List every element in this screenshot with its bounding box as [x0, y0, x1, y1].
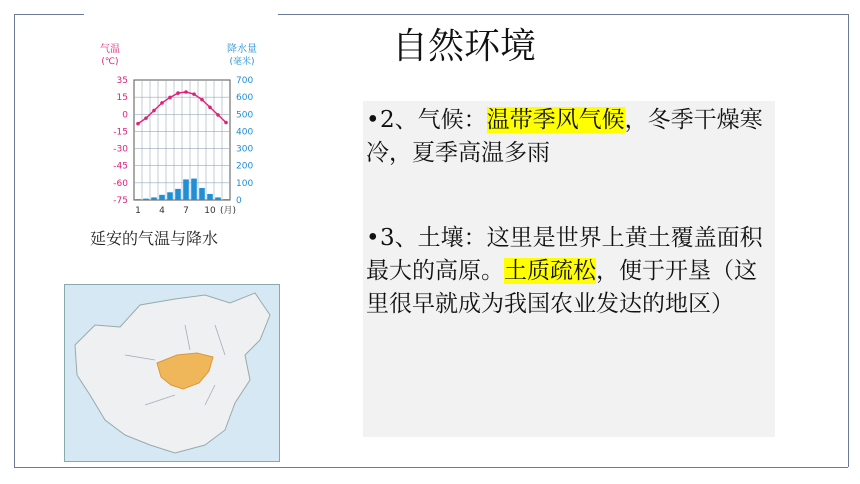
left-tick: -45 — [113, 161, 128, 172]
precip-bar-9 — [199, 188, 205, 200]
precip-bar-4 — [159, 195, 165, 200]
precip-bar-2 — [143, 199, 149, 200]
bullet-soil — [366, 222, 766, 321]
precip-bar-8 — [191, 179, 197, 200]
precip-bar-12 — [223, 199, 229, 200]
chart-grid — [134, 80, 230, 200]
temp-point-11 — [216, 113, 220, 117]
left-tick: 35 — [116, 76, 128, 86]
bullet-marker: • — [366, 107, 380, 133]
right-tick: 600 — [236, 93, 254, 104]
right-tick: 400 — [236, 127, 254, 138]
bullet-marker: • — [366, 225, 380, 251]
temp-point-5 — [168, 96, 172, 100]
x-tick: 4 — [159, 206, 165, 216]
x-tick: 7 — [183, 206, 189, 216]
left-tick: -75 — [113, 196, 128, 206]
china-map — [64, 284, 280, 462]
right-tick: 200 — [236, 161, 254, 172]
left-tick: -60 — [113, 178, 128, 189]
bullet-climate — [366, 104, 766, 170]
temp-point-8 — [192, 92, 196, 96]
precip-bar-3 — [151, 197, 157, 200]
climate-highlight: 温带季风气候 — [486, 107, 625, 133]
temp-point-4 — [160, 101, 164, 105]
climate-chart — [84, 40, 284, 220]
temp-point-2 — [144, 116, 148, 120]
chart-caption: 延安的气温与降水 — [90, 229, 219, 248]
left-tick: 0 — [122, 110, 128, 121]
right-tick: 700 — [236, 76, 254, 86]
right-tick: 100 — [236, 178, 254, 189]
x-axis-unit: (月) — [219, 206, 237, 216]
soil-highlight: 土质疏松 — [504, 258, 596, 284]
right-tick: 500 — [236, 110, 254, 121]
right-tick: 0 — [236, 196, 242, 206]
right-axis-unit: 降水量 — [227, 44, 257, 55]
temp-point-6 — [176, 91, 180, 95]
bullet-climate-rest: ，冬季干燥寒冷，夏季高温多雨 — [366, 107, 763, 166]
left-axis-unit-sub: (℃) — [101, 57, 119, 67]
precip-bar-11 — [215, 197, 221, 200]
right-tick: 300 — [236, 144, 254, 155]
precip-bar-10 — [207, 194, 213, 200]
slide-title: 自然环境 — [392, 26, 537, 67]
left-tick: -15 — [113, 127, 128, 138]
temp-point-3 — [152, 109, 156, 113]
x-tick: 1 — [135, 206, 141, 216]
precip-bar-5 — [167, 192, 173, 200]
temp-point-1 — [136, 122, 140, 126]
precip-bar-7 — [183, 179, 189, 200]
temp-point-10 — [208, 105, 212, 109]
temp-point-7 — [184, 90, 188, 94]
right-axis-unit-sub: (毫米) — [229, 57, 255, 67]
temp-point-12 — [224, 121, 228, 125]
left-tick: 15 — [116, 93, 128, 104]
left-axis-unit: 气温 — [100, 44, 120, 55]
bullet-soil-rest: ，便于开垦（这里很早就成为我国农业发达的地区） — [366, 258, 757, 317]
x-tick: 10 — [204, 206, 216, 216]
temp-point-9 — [200, 98, 204, 102]
left-tick: -30 — [113, 144, 128, 155]
precip-bar-1 — [135, 199, 141, 200]
precip-bar-6 — [175, 189, 181, 200]
bullet-soil-prefix: 3、土壤：这里是世界上黄土覆盖面积最大的高原。 — [366, 225, 763, 284]
bullet-climate-prefix: 2、气候： — [380, 107, 487, 133]
